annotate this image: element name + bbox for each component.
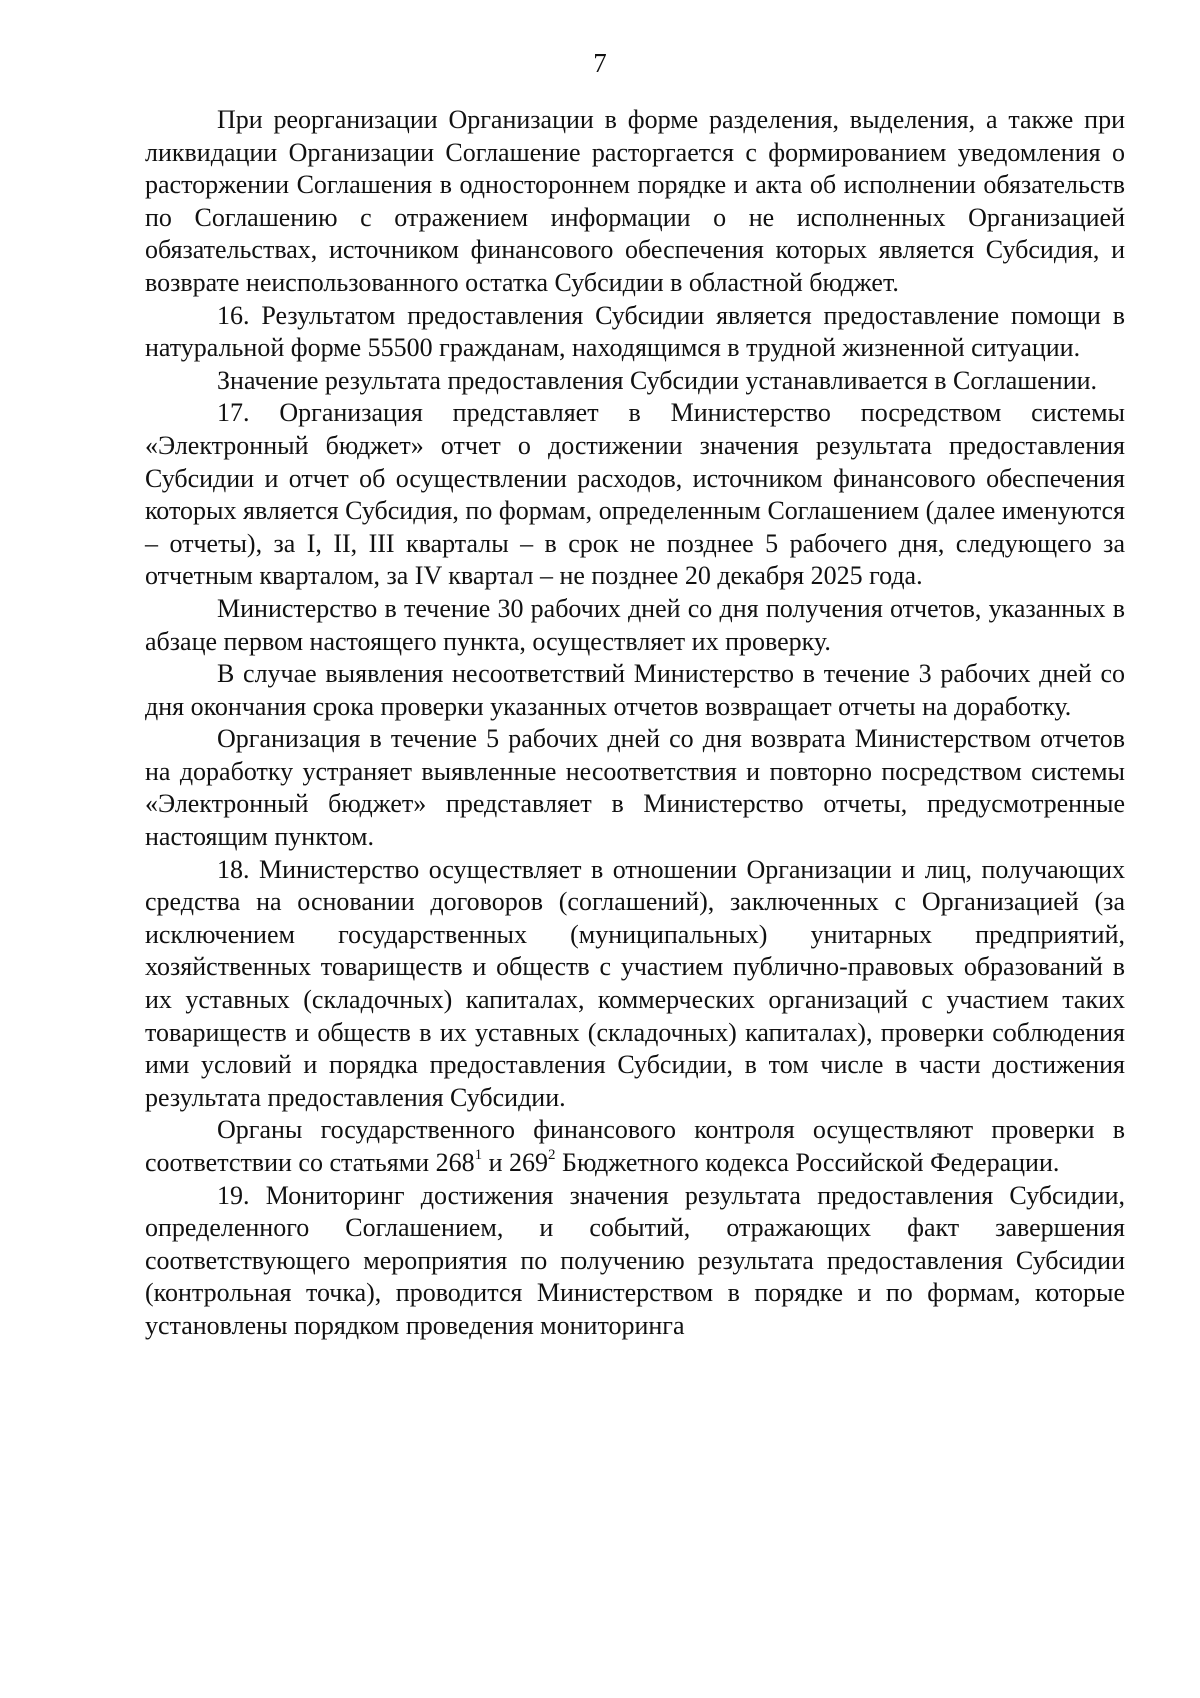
page-number: 7 <box>593 48 607 78</box>
financial-control-text-3: Бюджетного кодекса Российской Федерации. <box>555 1148 1060 1177</box>
paragraph-financial-control <box>145 1114 1125 1179</box>
financial-control-text-1: Органы государственного финансового контроля осуществляют проверки в соответствии со статьями 268 <box>145 1115 1125 1177</box>
paragraph-17-reports: 17. Организация представляет в Министерство посредством системы «Электронный бюджет» отчет о достижении значения результата предоставления Субсидии и отчет об осуществлении расходов, источником финансового обеспечения которых является Субсидия, по формам, определенным Соглашением (далее именуются – отчеты), за I, II, III кварталы – в срок не позднее 5 рабочего дня, следующего за отчетным кварталом, за IV квартал – не позднее 20 декабря 2025 года. <box>145 398 1125 591</box>
paragraph-19-monitoring: 19. Мониторинг достижения значения результата предоставления Субсидии, определенного Соглашением, и событий, отражающих факт завершения соответствующего мероприятия по получению результата предоставления Субсидии (контрольная точка), проводится Министерством в порядке и по формам, которые установлены порядком проведения мониторинга <box>145 1180 1125 1340</box>
paragraph-ministry-check: Министерство в течение 30 рабочих дней со дня получения отчетов, указанных в абзаце первом настоящего пункта, осуществляет их проверку. <box>145 593 1125 656</box>
paragraph-result-value: Значение результата предоставления Субсидии устанавливается в Соглашении. <box>217 365 1098 395</box>
paragraph-18-audit: 18. Министерство осуществляет в отношении Организации и лиц, получающих средства на основании договоров (соглашений), заключенных с Организацией (за исключением государственных (муниципальных) унитарных предприятий, хозяйственных товариществ и обществ с участием публично-правовых образований в их уставных (складочных) капиталах, коммерческих организаций с участием таких товариществ и обществ в их уставных (складочных) капиталах), проверки соблюдения ими условий и порядка предоставления Субсидии, в том числе в части достижения результата предоставления Субсидии. <box>145 854 1125 1112</box>
financial-control-text-2: и 269 <box>482 1148 549 1177</box>
superscript-2: 2 <box>548 1147 556 1164</box>
paragraph-discrepancies: В случае выявления несоответствий Министерство в течение 3 рабочих дней со дня окончания срока проверки указанных отчетов возвращает отчеты на доработку. <box>145 659 1125 721</box>
paragraph-reorganization: При реорганизации Организации в форме разделения, выделения, а также при ликвидации Организации Соглашение расторгается с формированием уведомления о расторжении Соглашения в одностороннем порядке и акта об исполнении обязательств по Соглашению с отражением информации о не исполненных Организацией обязательствах, источником финансового обеспечения которых является Субсидия, и возврате неиспользованного остатка Субсидии в областной бюджет. <box>145 105 1125 297</box>
paragraph-16-result: 16. Результатом предоставления Субсидии является предоставление помощи в натуральной форме 55500 гражданам, находящимся в трудной жизненной ситуации. <box>145 300 1125 363</box>
document-body <box>145 104 1125 1343</box>
paragraph-rework: Организация в течение 5 рабочих дней со дня возврата Министерством отчетов на доработку устраняет выявленные несоответствия и повторно посредством системы «Электронный бюджет» представляет в Министерство отчеты, предусмотренные настоящим пунктом. <box>145 724 1125 852</box>
superscript-1: 1 <box>474 1147 483 1164</box>
